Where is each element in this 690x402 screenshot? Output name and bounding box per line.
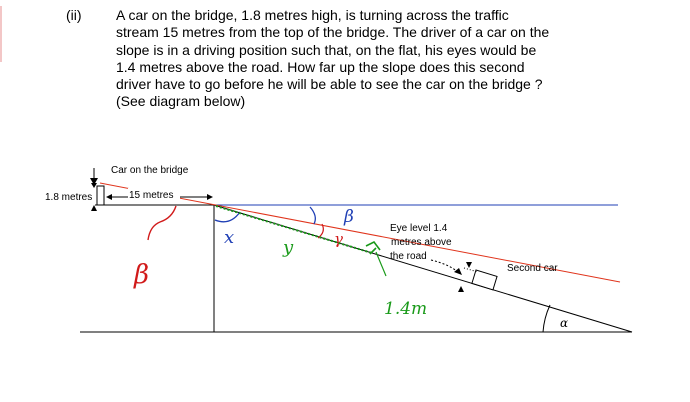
question-line: stream 15 metres from the top of the bridge. The driver of a car on the — [116, 24, 550, 41]
hand-y: y — [283, 237, 294, 258]
hand-red-arc — [148, 206, 176, 240]
question-line: driver have to go before he will be able to see the car on the bridge ? — [116, 76, 543, 93]
question-line: 1.4 metres above the road. How far up the slope does this second — [116, 58, 525, 75]
question-number: (ii) — [66, 7, 82, 23]
eye-level-line3: the road — [390, 251, 427, 262]
hand-beta-small: β — [344, 207, 354, 227]
hand-blue-arc-x — [215, 212, 240, 222]
second-car-arrow-down — [466, 262, 472, 268]
distance-arrowhead-left — [106, 194, 112, 200]
distance-label: 15 metres — [129, 190, 174, 201]
question-line: (See diagram below) — [116, 93, 246, 110]
question-line: slope is in a driving position such that, on the flat, his eyes would be — [116, 41, 537, 58]
hand-blue-arc-beta — [310, 207, 315, 224]
distance-arrowhead-right — [207, 194, 213, 200]
question-line: A car on the bridge, 1.8 metres high, is turning across the traffic — [116, 7, 509, 23]
height-arrowhead-down — [91, 183, 97, 188]
hand-red-arc-gamma — [318, 224, 323, 238]
alpha-label: α — [560, 316, 569, 330]
alpha-arc — [543, 305, 550, 332]
eye-pointer-head — [454, 268, 462, 275]
bridge-car — [97, 186, 104, 205]
eye-level-line1: Eye level 1.4 — [390, 223, 448, 234]
eye-pointer — [431, 260, 458, 272]
hand-length: 1.4m — [384, 299, 428, 319]
car-on-bridge-label: Car on the bridge — [111, 165, 189, 176]
second-car-arrow-up — [458, 286, 464, 292]
height-label: 1.8 metres — [45, 192, 93, 203]
eye-level-line2: metres above — [391, 237, 452, 248]
hand-gamma: γ — [334, 230, 343, 248]
second-car — [472, 270, 497, 290]
hand-beta-large: β — [134, 260, 150, 290]
height-arrowhead-up — [91, 205, 97, 211]
hand-x: x — [224, 227, 235, 248]
second-car-label: Second car — [507, 263, 558, 274]
